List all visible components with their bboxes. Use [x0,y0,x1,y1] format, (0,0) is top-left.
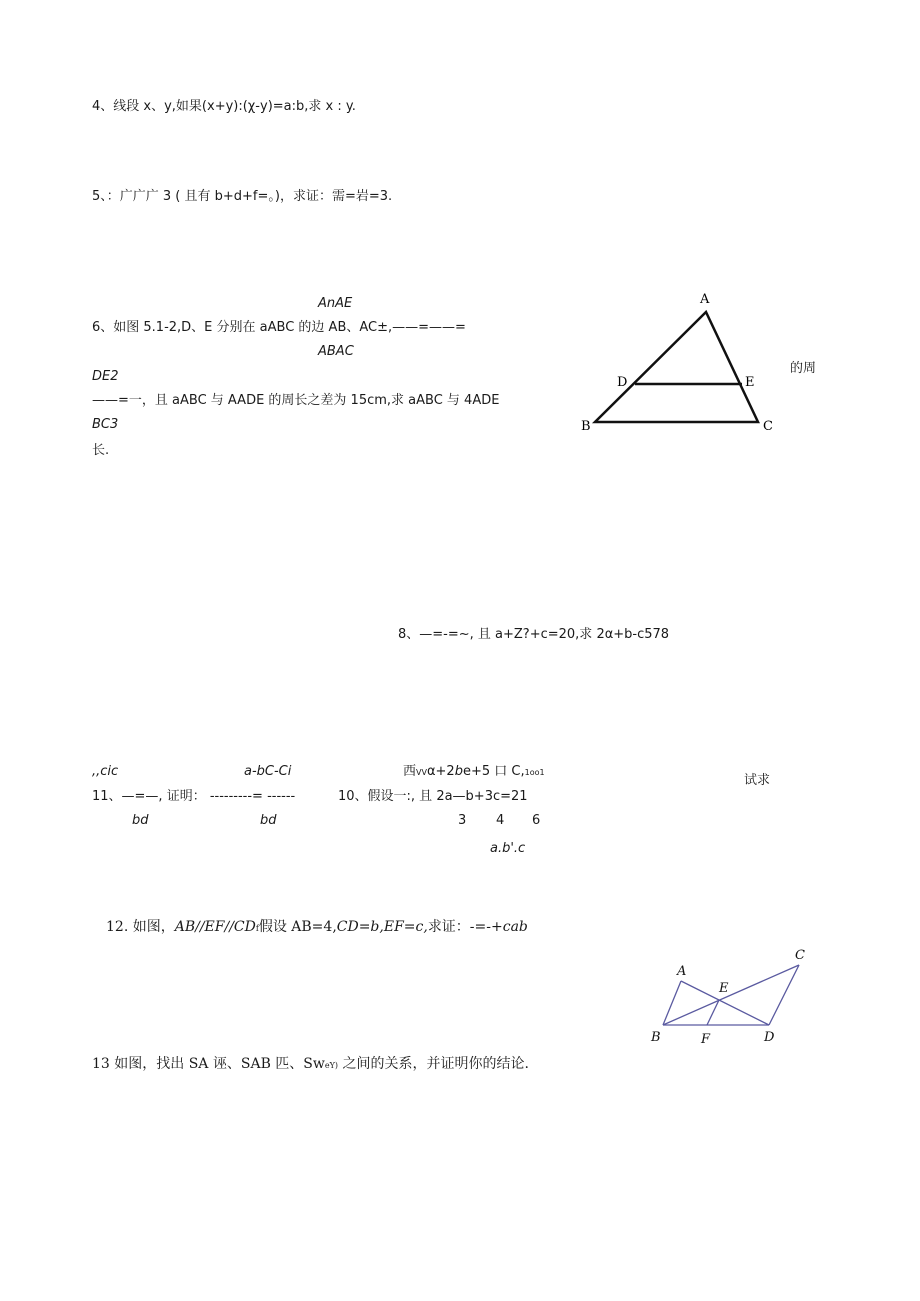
label-e: E [745,375,755,390]
question-10-abc: a.b'.c [490,841,526,856]
parallel-figure [645,945,815,1050]
question-13 [92,1056,529,1074]
label-b: B [581,419,591,434]
label-d: D [764,1030,775,1045]
question-10-top-rest: e+5 口 C, [462,764,525,779]
question-6-numerator: AnAE [318,296,353,311]
label-a: A [677,964,687,979]
question-10-right-text: 试求 [744,773,771,788]
label-c: C [795,948,805,963]
question-10-denominator-3: 3 [458,813,467,828]
question-6-denominator: ABAC [318,344,354,359]
question-11-numerator-2: a-bC-Ci [244,764,292,779]
question-10-denominator-6: 6 [532,813,541,828]
label-c: C [763,419,773,434]
label-e: E [719,981,729,996]
question-10-top-sub-2: 1oo1 [524,768,545,777]
question-10-top-char: 西 [403,764,417,779]
question-6-ratio-denominator: BC3 [92,417,119,432]
question-8: 8、—=-=~, 且 a+Z?+c=20,求 2α+b-c578 [398,627,670,642]
question-11-denominator-2: bd [260,813,277,828]
question-12-cab: cab [502,919,528,935]
question-12-prove: 求证：-=-+ [427,919,503,935]
question-12-parallel: AB∕∕EF∕∕CD [174,919,256,935]
label-f: F [701,1032,711,1047]
question-10-line: 10、假设一:, 且 2a—b+3c=21 [338,789,528,804]
label-b: B [651,1030,661,1045]
question-12-pre: 12. 如图， [106,919,175,935]
question-6-right-text: 的周 [790,361,817,376]
question-4: 4、线段 x、y,如果(x+y):(χ-y)=a:b,求 x : y. [92,99,356,114]
question-10-denominator-4: 4 [496,813,505,828]
segment-ef [707,1000,719,1025]
question-10-top [403,764,545,781]
question-11-numerator-1: ,,cic [92,764,119,779]
question-12-sub: f [255,924,259,933]
triangle-figure [575,285,785,435]
question-6-line-1: 6、如图 5.1-2,D、E 分别在 aABC 的边 AB、AC±,——=——= [92,320,466,335]
question-6-tail: 长. [92,443,110,458]
question-10-top-mid: α+2 [426,764,455,779]
label-a: A [700,292,710,307]
question-13-sub: eY) [324,1061,339,1070]
question-12 [106,919,528,937]
question-5: 5、：广广广 3 ( 且有 b+d+f=。)，求证：需=岩=3. [92,189,393,204]
question-10-top-b: b [454,764,463,779]
segment-cd [769,965,799,1025]
question-12-mid: 假设 AB=4, [258,919,337,935]
question-13-pre: 13 如图，找出 SA 诬、SAB 匹、Sw [92,1056,325,1072]
question-6-ratio-numerator: DE2 [92,369,119,384]
question-13-post: 之间的关系，并证明你的结论. [338,1056,529,1072]
question-11-denominator-1: bd [132,813,149,828]
question-11-line: 11、—=—, 证明： ---------= ------ [92,789,296,804]
triangle-abc [595,312,758,422]
question-10-top-sub: VV [416,768,427,777]
question-12-givens: CD=b,EF=c, [336,919,428,935]
label-d: D [617,375,628,390]
question-6-line-2: ——=一，且 aABC 与 AADE 的周长之差为 15cm,求 aABC 与 4ADE [92,393,500,408]
